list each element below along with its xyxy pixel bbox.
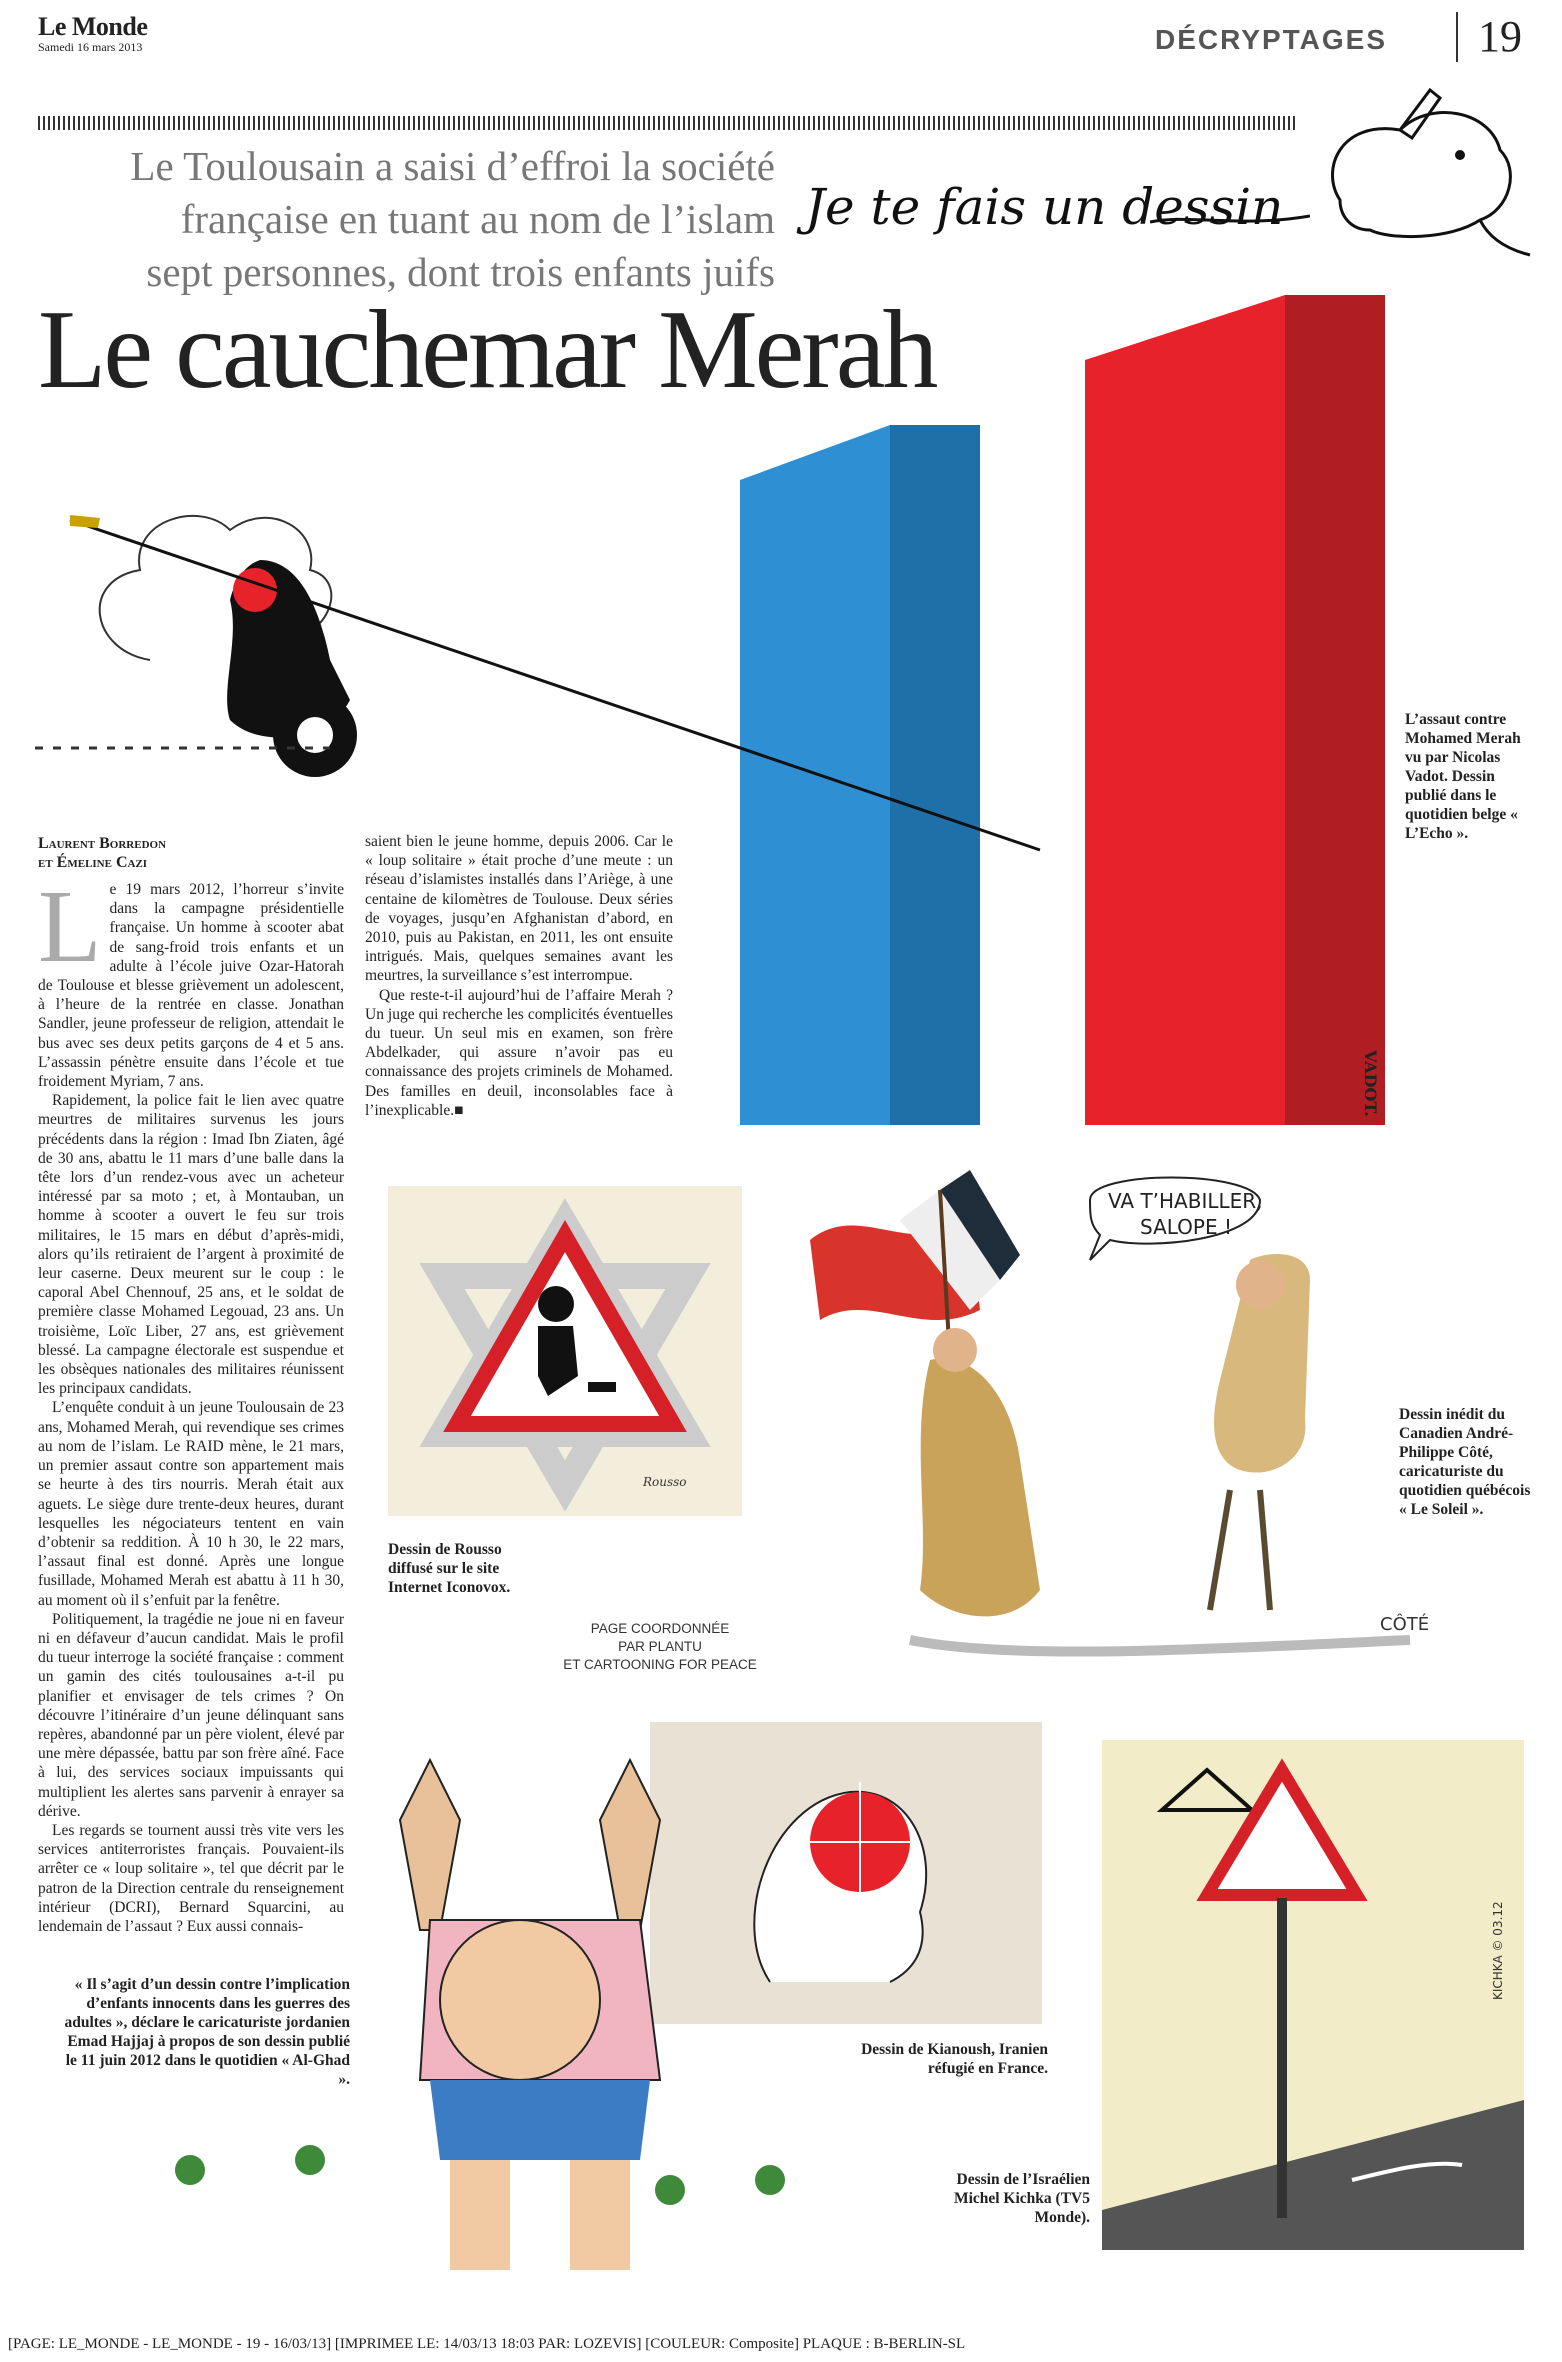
byline-author: Laurent Borredon bbox=[38, 835, 167, 852]
paragraph: e 19 mars 2012, l’horreur s’invite dans la campagne présidentielle française. Un homme à scooter abat de sang-froid trois enfants et un adulte à l’école juive Ozar-Hatorah de Toulouse et blesse grièvement un adolescent, à l’heure de la rentrée en classe. Jonathan Sandler, jeune professeur de religion, attendait le bus avec ses deux petits garçons de 4 et 5 ans. L’assassin pénètre ensuite dans l’école et tue froidement Myriam, 7 ans. bbox=[38, 881, 344, 1091]
dropcap: L bbox=[38, 869, 102, 984]
caption-cote: Dessin inédit du Canadien André-Philippe Côté, caricaturiste du quotidien québécois « Le Soleil ». bbox=[1399, 1406, 1531, 1518]
headline: Le cauchemar Merah bbox=[38, 288, 936, 412]
caption-vadot: L’assaut contre Mohamed Merah vu par Nicolas Vadot. Dessin publié dans le quotidien belge « L’Echo ». bbox=[1405, 711, 1521, 842]
cote-signature: CÔTÉ bbox=[1380, 1614, 1430, 1635]
masthead-logo: Le Monde bbox=[38, 12, 148, 41]
caption-kichka: Dessin de l’Israélien Michel Kichka (TV5 Monde). bbox=[953, 2171, 1090, 2226]
paragraph: Que reste-t-il aujourd’hui de l’affaire Merah ? Un juge qui recherche les complicités éventuelles du tueur. Un seul mis en examen, son frère Abdelkader, qui assure n’avoir pas eu connaissance des projets criminels de Mohamed. Des familles en deuil, inconsolables face à l’inexplicable.■ bbox=[365, 986, 673, 1119]
vadot-signature: VADOT. bbox=[1361, 1050, 1380, 1117]
paragraph: Politiquement, la tragédie ne joue ni en faveur ni en défaveur d’aucun candidat. Mais le profil du tueur interroge la société française : comment un gamin des cités toulousaines a-t-il pu planifier et envisager de tels crimes ? On découvre l’itinéraire d’un jeune délinquant sans repères, abandonné par un père violent, élevé par une mère dépassée, battu par son frère aîné. Face à lui, des services sociaux impuissants qui multiplient les alertes sans parvenir à enrayer sa dérive. bbox=[38, 1610, 344, 1820]
article-column-2 bbox=[365, 832, 673, 1120]
rousso-cartoon bbox=[388, 1186, 742, 1516]
coordination-line: ET CARTOONING FOR PEACE bbox=[563, 1657, 757, 1672]
coordination-note bbox=[555, 1620, 765, 1674]
caption-kianoush: Dessin de Kianoush, Iranien réfugié en France. bbox=[861, 2041, 1048, 2077]
deck-line: Le Toulousain a saisi d’effroi la société bbox=[130, 143, 775, 189]
paragraph: Rapidement, la police fait le lien avec quatre meurtres de militaires survenus les jours précédents dans la région : Imad Ibn Ziaten, âgé de 30 ans, abattu le 11 mars d’une balle dans la tête lors d’un rendez-vous avec un acheteur intéressé par sa moto ; et, à Montauban, un homme à scooter a ouvert le feu sur trois militaires, le 15 mars en début d’après-midi, alors qu’ils retiraient de l’argent à proximité de leur caserne. Deux meurent sur le coup : le caporal Abel Chennouf, 25 ans, et le soldat de première classe Mohamed Legouad, 23 ans. Un troisième, Loïc Liber, 27 ans, est grièvement blessé. La campagne électorale est suspendue et les obsèques nationales des militaires réunissent les principaux candidats. bbox=[38, 1092, 344, 1398]
series-title: Je te fais un dessin bbox=[805, 178, 1284, 236]
deck bbox=[40, 140, 775, 299]
svg-text:SALOPE !: SALOPE ! bbox=[1140, 1215, 1232, 1239]
section-rubric: DÉCRYPTAGES bbox=[1154, 24, 1387, 55]
coordination-line: PAR PLANTU bbox=[618, 1639, 702, 1654]
underline-stroke bbox=[1150, 210, 1310, 230]
deck-line: sept personnes, dont trois enfants juifs bbox=[146, 249, 775, 295]
caption-hajjaj: « Il s’agit d’un dessin contre l’implication d’enfants innocents dans les guerres des adultes », déclare le caricaturiste jordanien Emad Hajjaj à propos de son dessin publié le 11 juin 2012 dans le quotidien « Al-Ghad ». bbox=[64, 1976, 350, 2088]
caption-rousso: Dessin de Rousso diffusé sur le site Internet Iconovox. bbox=[388, 1541, 511, 1596]
paragraph: Les regards se tournent aussi très vite vers les services antiterroristes français. Pouvaient-ils arrêter ce « loup solitaire », tel que décrit par le patron de la Direction centrale du renseignement intérieur (DCRI), Bernard Squarcini, au lendemain de l’assaut ? Eux aussi connais- bbox=[38, 1821, 344, 1935]
paragraph: L’enquête conduit à un jeune Toulousain de 23 ans, Mohamed Merah, qui revendique ses crimes au nom de l’islam. Le RAID mène, le 21 mars, un premier assaut contre son appartement mais se heurte à des tirs nourris. Merah était aux aguets. Le siège dure trente-deux heures, durant lesquelles les négociateurs tentent en vain d’obtenir sa reddition. À 10 h 30, le 22 mars, l’assaut final est donné. Après une longue fusillade, Mohamed Merah est abattu à 11 h 30, au moment où il s’enfuit par la fenêtre. bbox=[38, 1399, 344, 1609]
paragraph: saient bien le jeune homme, depuis 2006. Car le « loup solitaire » était proche d’une meute : un réseau d’islamistes installés dans l’Ariège, à une centaine de kilomètres de Toulouse. Deux séries de voyages, jusqu’en Afghanistan d’abord, en 2010, puis au Pakistan, en 2011, les ont ensuite intrigués. Mais, quelques semaines avant les meurtres, la surveillance s’est interrompue. bbox=[365, 833, 673, 985]
page-number: 19 bbox=[1456, 12, 1522, 62]
svg-text:VA T’HABILLER,: VA T’HABILLER, bbox=[1108, 1189, 1263, 1213]
rousso-signature: Rousso bbox=[643, 1475, 687, 1489]
cote-cartoon bbox=[790, 1160, 1450, 1680]
decorative-stripe bbox=[38, 116, 1298, 130]
byline bbox=[38, 834, 166, 872]
print-footer: [PAGE: LE_MONDE - LE_MONDE - 19 - 16/03/13] [IMPRIMEE LE: 14/03/13 18:03 PAR: LOZEVIS] [COULEUR: Composite] PLAQUE : B-BERLIN-SL bbox=[8, 2336, 966, 2352]
deck-line: française en tuant au nom de l’islam bbox=[180, 196, 775, 242]
kichka-cartoon bbox=[1102, 1740, 1524, 2250]
kichka-signature: KICHKA © 03.12 bbox=[1491, 1901, 1505, 2000]
coordination-line: PAGE COORDONNÉE bbox=[590, 1621, 730, 1636]
dove-pencil-illustration bbox=[1280, 80, 1540, 260]
byline-author: et Émeline Cazi bbox=[38, 854, 148, 871]
masthead-date: Samedi 16 mars 2013 bbox=[38, 40, 143, 54]
